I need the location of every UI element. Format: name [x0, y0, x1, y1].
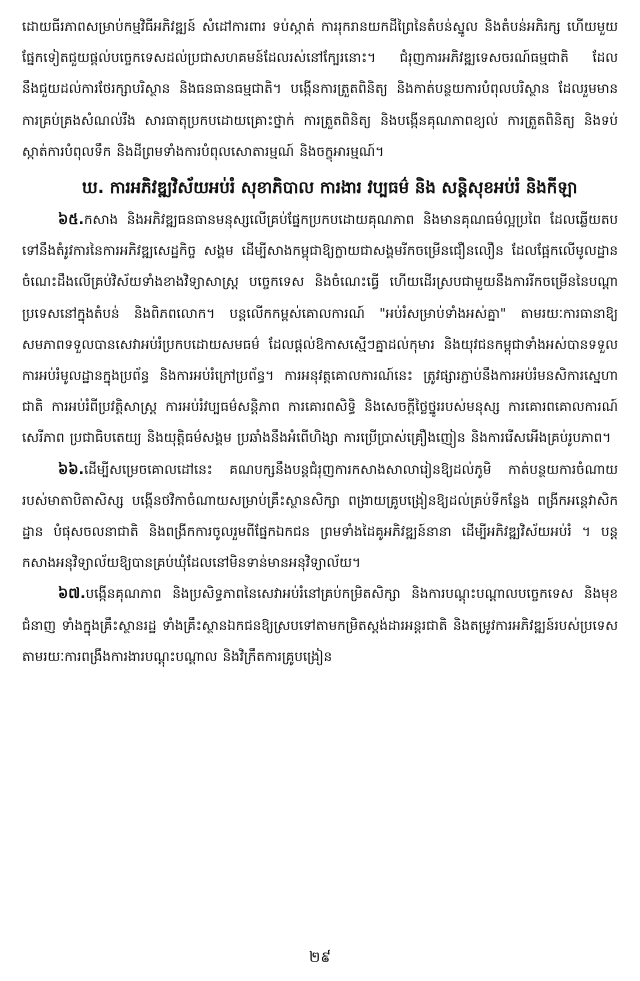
- article-66: [22, 455, 618, 580]
- section-heading: ឃ. ការអភិវឌ្ឍវិស័យអប់រំ សុខាភិបាល ការងារ វប្បធម៌ និង សន្តិសុខអប់រំ និងកីឡា: [82, 178, 578, 198]
- page-number: ២៩: [309, 948, 331, 966]
- article-number: ៦៦.: [58, 461, 85, 478]
- article-65: [22, 205, 618, 455]
- article-67: [22, 579, 618, 673]
- article-number: ៦៧.: [58, 586, 86, 603]
- article-text: ដើម្បីសម្រេចគោលដៅនេះ គណបក្សនឹងបន្តជំរុញការកសាងសាលារៀនឱ្យដល់ភូមិ កាត់បន្ថយការចំណាយរបស់មាតាបិតាសិស្ស បង្កើនថវិកាចំណាយសម្រាប់គ្រឹះស្ថានសិក្សា ពង្រាយគ្រូបង្រៀនឱ្យដល់គ្រប់ទីកន្លែង ពង្រីកអន្តេវាសិកដ្ឋាន បំផុសចលនាជាតិ និងពង្រីកការចូលរួមពីផ្នែកឯកជន ព្រមទាំងដៃគូអភិវឌ្ឍន៍នានា ដើម្បីអភិវឌ្ឍវិស័យអប់រំ ។ បន្តកសាងអនុវិទ្យាល័យឱ្យបានគ្រប់ឃុំដែលនៅមិនទាន់មានអនុវិទ្យាល័យ។: [22, 462, 618, 572]
- intro-paragraph: ដោយធីរភាពសម្រាប់កម្មវិធីអភិវឌ្ឍន៍ សំដៅការពារ ទប់ស្កាត់ ការរុករានយកដីព្រៃនៃតំបន់ស្នូល និងតំបន់អភិរក្ស ហើយមួយផ្នែកទៀតជួយផ្ដល់បច្ចេកទេសដល់ប្រជាសហគមន៍ដែលរស់នៅក្បែរនោះ។ ជំរុញការអភិវឌ្ឍទេសចរណ៍ធម្មជាតិ ដែលនឹងជួយដល់ការថែរក្សាបរិស្ថាន និងធនធានធម្មជាតិ។ បង្កើនការត្រួតពិនិត្យ និងកាត់បន្ថយការបំពុលបរិស្ថាន ដែលរួមមាន ការគ្រប់គ្រងសំណល់រឹង សារធាតុប្រកបដោយគ្រោះថ្នាក់ ការត្រួតពិនិត្យ និងបង្កើនគុណភាពខ្យល់ ការត្រួតពិនិត្យ និងទប់ស្កាត់ការបំពុលទឹក និងដីព្រមទាំងការបំពុលសោតារម្មណ៍ និងចក្ខុអារម្មណ៍។: [22, 20, 618, 160]
- article-text: បង្កើនគុណភាព និងប្រសិទ្ធភាពនៃសេវាអប់រំនៅគ្រប់កម្រិតសិក្សា និងការបណ្ដុះបណ្ដាលបច្ចេកទេស និងមុខជំនាញ ទាំងក្នុងគ្រឹះស្ថានរដ្ឋ ទាំងគ្រឹះស្ថានឯកជនឱ្យស្របទៅតាមកម្រិតស្តង់ដារអន្តរជាតិ និងតម្រូវការអភិវឌ្ឍន៍របស់ប្រទេស តាមរយៈការពង្រឹងការងារបណ្ដុះបណ្ដាល និងវិក្រឹតការគ្រូបង្រៀន: [22, 587, 618, 665]
- article-number: ៦៥.: [58, 212, 85, 229]
- article-text: កសាង និងអភិវឌ្ឍធនធានមនុស្សលើគ្រប់ផ្នែកប្រកបដោយគុណភាព និងមានគុណធម៌ល្អប្រពៃ ដែលឆ្លើយតបទៅនឹងតំរូវការនៃការអភិវឌ្ឍសេដ្ឋកិច្ច សង្គម ដើម្បីសាងកម្ពុជាឱ្យក្លាយជាសង្គមរីកចម្រើនជឿនលឿន ដែលផ្អែកលើមូលដ្ឋានចំណេះដឹងលើគ្រប់វិស័យទាំងខាងវិទ្យាសាស្ត្រ បច្ចេកទេស និងចំណេះធ្វើ ហើយដើរស្របជាមួយនឹងការរីកចម្រើននៃបណ្ដាប្រទេសនៅក្នុងតំបន់ និងពិភពលោក។ បន្តលើកកម្ពស់គោលការណ៍ "អប់រំសម្រាប់ទាំងអស់គ្នា" តាមរយៈការធានាឱ្យសមភាពទទួលបានសេវាអប់រំប្រកបដោយសមធម៌ ដែលផ្ដល់ឱកាសស្មើៗគ្នាដល់កុមារ និងយុវជនកម្ពុជាទាំងអស់បានទទួលការអប់រំមូលដ្ឋានក្នុងប្រព័ន្ធ និងការអប់រំក្រៅប្រព័ន្ធ។ ការអនុវត្តគោលការណ៍នេះ ត្រូវផ្សារភ្ជាប់នឹងការអប់រំមនសិការស្នេហាជាតិ ការអប់រំពីប្រវត្តិសាស្ត្រ ការអប់រំវប្បធម៌សន្តិភាព ការគោរពសិទ្ធិ និងសេចក្ដីថ្លៃថ្នូររបស់មនុស្ស ការគោរពគោលការណ៍សេរីភាព ប្រជាធិបតេយ្យ និងយុត្តិធម៌សង្គម ប្រឆាំងនឹងអំពើហិង្សា ការប្រើប្រាស់គ្រឿងញៀន និងការរើសអើងគ្រប់រូបភាព។: [22, 213, 618, 447]
